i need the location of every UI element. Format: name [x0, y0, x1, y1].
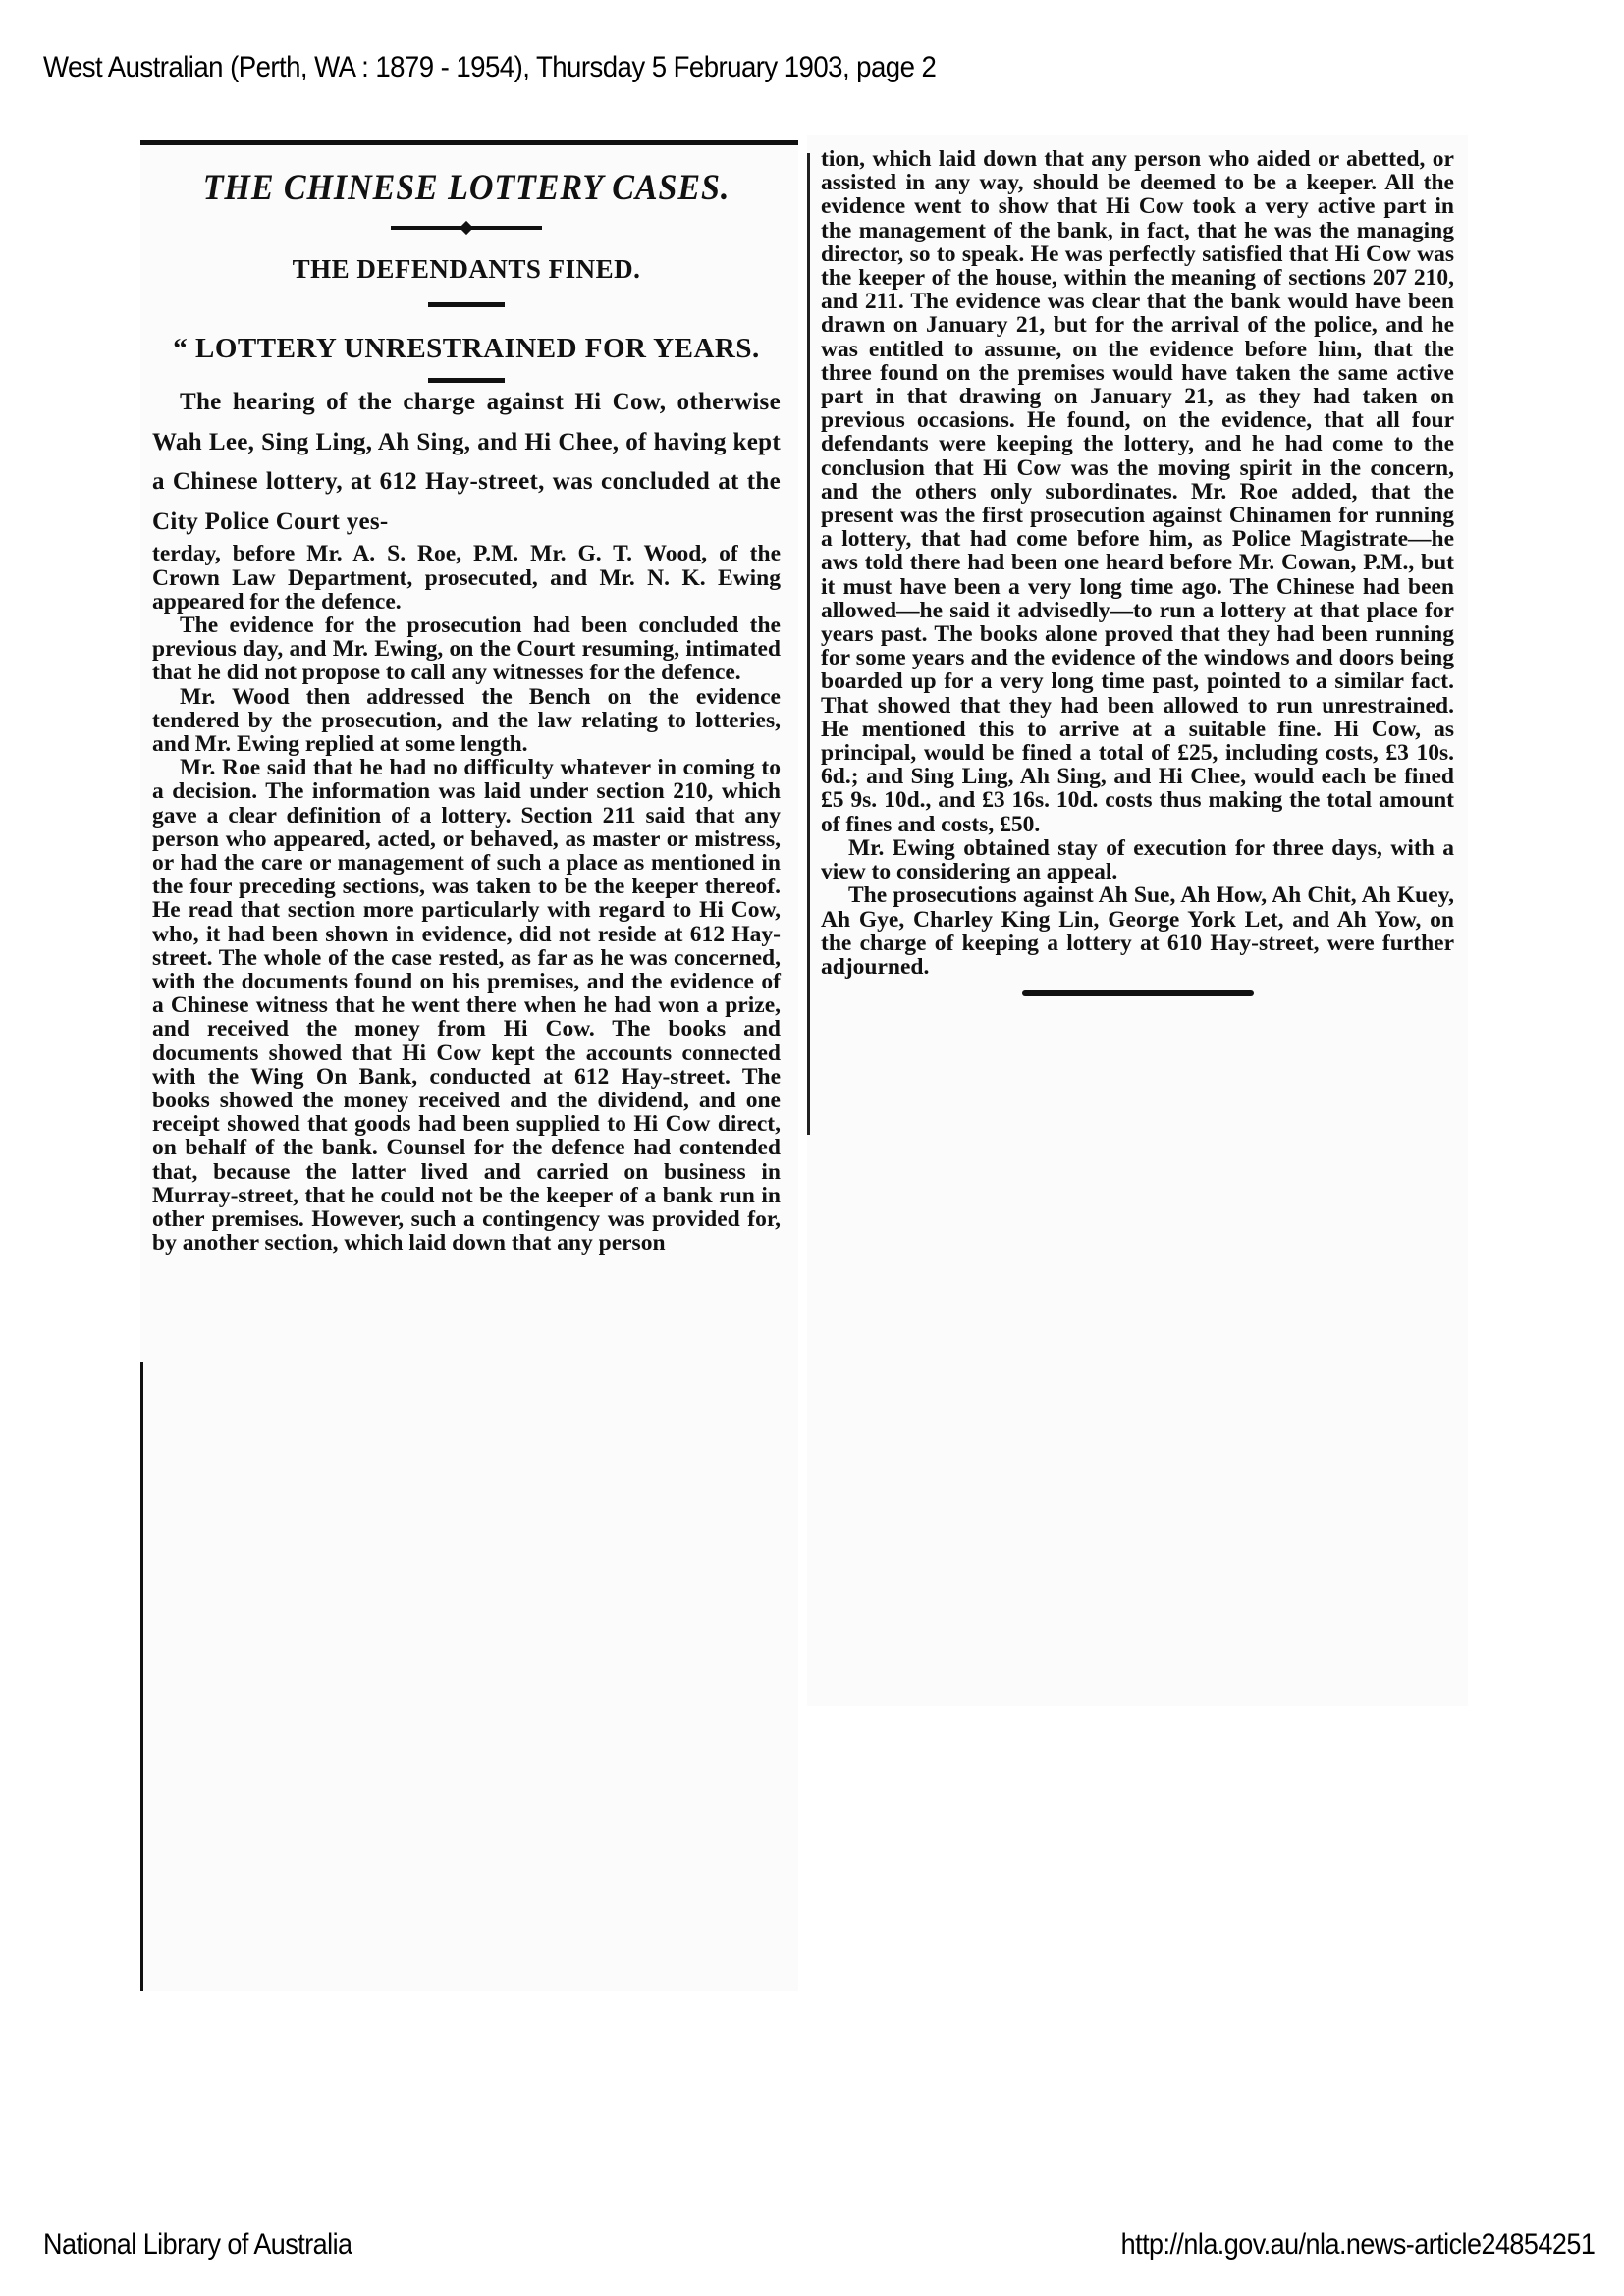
body-paragraph: The evidence for the prosecution had been concluded the previous day, and Mr. Ewing, on the Court resuming, intimated that he did not propose to call any witnesses for the defence. — [152, 613, 781, 686]
end-of-article-rule — [1022, 990, 1254, 996]
footer-article-link[interactable]: http://nla.gov.au/nla.news-article24854251 — [1120, 2228, 1595, 2261]
article-subhead: THE DEFENDANTS FINED. — [292, 254, 641, 285]
body-paragraph: Mr. Ewing obtained stay of execution for three days, with a view to considering an appeal. — [821, 834, 1454, 885]
body-paragraph: The prosecutions against Ah Sue, Ah How, Ah Chit, Ah Kuey, Ah Gye, Charley King Lin, George York Let, and Ah Yow, on the charge of keeping a lottery at 610 Hay-street, were further adjourned. — [821, 882, 1454, 980]
body-paragraph: Mr. Wood then addressed the Bench on the evidence tendered by the prosecution, and the law relating to lotteries, and Mr. Ewing replied at some length. — [152, 683, 781, 758]
lead-paragraph: The hearing of the charge against Hi Cow, otherwise Wah Lee, Sing Ling, Ah Sing, and Hi Chee, of having kept a Chinese lottery, at 612 Hay-street, was concluded at the City Police Court yes- — [152, 389, 781, 535]
page-header: West Australian (Perth, WA : 1879 - 1954), Thursday 5 February 1903, page 2 — [43, 51, 937, 83]
article-clipping-left-column — [140, 140, 798, 1991]
article-clipping-right-column — [807, 135, 1468, 1706]
short-rule-divider — [428, 302, 505, 307]
diamond-rule-divider — [391, 222, 542, 234]
footer-source: National Library of Australia — [43, 2228, 352, 2261]
article-headline: THE CHINESE LOTTERY CASES. — [202, 168, 731, 208]
article-deck: “ LOTTERY UNRESTRAINED FOR YEARS. — [173, 333, 760, 365]
body-paragraph: terday, before Mr. A. S. Roe, P.M. Mr. G. T. Wood, of the Crown Law Department, prosecuted, and Mr. N. K. Ewing appeared for the defence. — [152, 541, 781, 614]
body-paragraph: Mr. Roe said that he had no difficulty whatever in coming to a decision. The information was laid under section 210, which gave a clear definition of a lottery. Section 211 said that any person who appeared, acted, or behaved, as master or mistress, or had the care or management of such a place as mentioned in the four preceding sections, was taken to be the keeper thereof. He read that section more particularly with regard to Hi Cow, who, it had been shown in evidence, did not reside at 612 Hay-street. The whole of the case rested, as far as he was concerned, with the documents found on his premises, and the evidence of a Chinese witness that he went there when he had won a prize, and received the money from Hi Cow. The books and documents showed that Hi Cow kept the accounts connected with the Wing On Bank, conducted at 612 Hay-street. The books showed the money received and the dividend, and one receipt showed that goods had been supplied to Hi Cow direct, on behalf of the bank. Counsel for the defence had contended that, because the latter lived and carried on business in Murray-street, that he could not be the keeper of a bank run in other premises. However, such a contingency was provided for, by another section, which laid down that any person — [152, 755, 781, 1256]
diamond-ornament-icon — [460, 221, 473, 235]
body-paragraph: tion, which laid down that any person who aided or abetted, or assisted in any way, should be deemed to be a keeper. All the evidence went to show that Hi Cow took a very active part in the management of the bank, in fact, that he was the managing director, so to speak. He was perfectly satisfied that Hi Cow was the keeper of the house, within the meaning of sections 207 210, and 211. The evidence was clear that the bank would have been drawn on January 21, but for the arrival of the police, and he was entitled to assume, on the evidence before him, that the three found on the premises would have taken the same active part in that drawing on January 21, as they had taken on previous occasions. He found, on the evidence, that all four defendants were keeping the lottery, and he had come to the conclusion that Hi Cow was the moving spirit in the concern, and the others only subordinates. Mr. Roe added, that the present was the first prosecution against Chinamen for running a lottery, that had come before him, as Police Magistrate—he aws told there had been one heard before Mr. Cowan, P.M., but it must have been a very long time ago. The Chinese had been allowed—he said it advisedly—to run a lottery at that place for years past. The books alone proved that they had been running for some years and the evidence of the windows and doors being boarded up for a very long time past, pointed to a similar fact. That showed that they had been allowed to run unrestrained. He mentioned this to arrive at a suitable fine. Hi Cow, as principal, would be fined a total of £25, including costs, £3 10s. 6d.; and Sing Ling, Ah Sing, and Hi Chee, would each be fined £5 9s. 10d., and £3 16s. 10d. costs thus making the total amount of fines and costs, £50. — [821, 146, 1454, 837]
